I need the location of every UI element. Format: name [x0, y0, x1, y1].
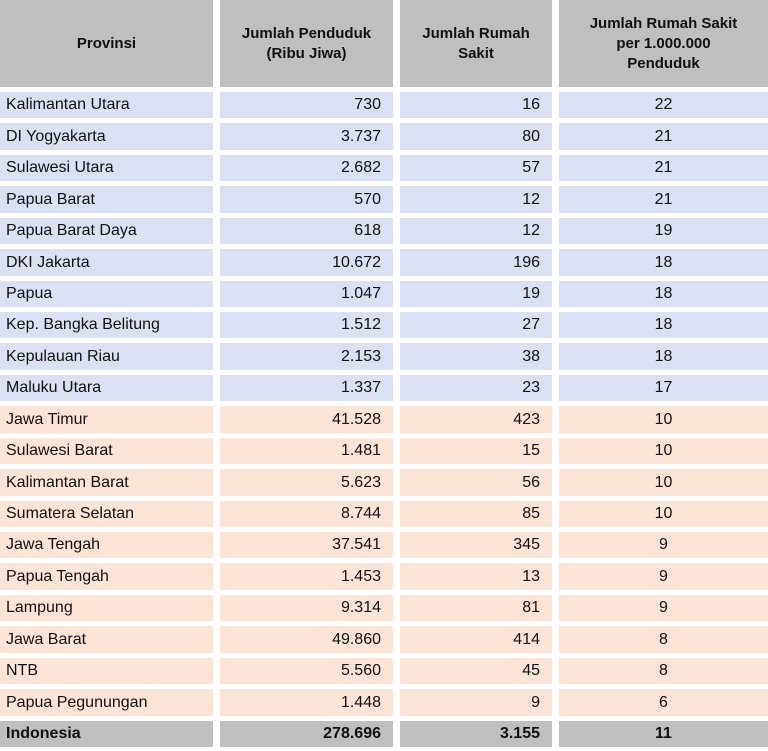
- table-row: [0, 92, 768, 118]
- hospitals-cell: 45: [400, 658, 552, 684]
- population-cell: 570: [220, 186, 393, 212]
- total-per-million-cell: 11: [559, 721, 768, 747]
- hospitals-cell: 38: [400, 343, 552, 369]
- header-line: Jumlah Rumah Sakit: [589, 14, 738, 32]
- province-cell: Jawa Timur: [0, 406, 213, 432]
- table-row: [0, 595, 768, 621]
- population-cell: 2.153: [220, 343, 393, 369]
- population-cell: 1.047: [220, 281, 393, 307]
- province-cell: DKI Jakarta: [0, 249, 213, 275]
- per-million-cell: 8: [559, 658, 768, 684]
- header-line: per 1.000.000: [616, 34, 711, 52]
- per-million-cell: 21: [559, 123, 768, 149]
- table-row: [0, 563, 768, 589]
- header-line: Penduduk: [627, 54, 700, 72]
- per-million-cell: 8: [559, 626, 768, 652]
- province-cell: Sulawesi Barat: [0, 438, 213, 464]
- per-million-cell: 9: [559, 532, 768, 558]
- population-cell: 5.623: [220, 469, 393, 495]
- hospitals-cell: 196: [400, 249, 552, 275]
- table-row: [0, 532, 768, 558]
- header-line: (Ribu Jiwa): [266, 44, 347, 62]
- table-row: [0, 626, 768, 652]
- table-row: [0, 501, 768, 527]
- per-million-cell: 6: [559, 689, 768, 715]
- table-row: [0, 438, 768, 464]
- per-million-cell: 9: [559, 595, 768, 621]
- hospitals-cell: 12: [400, 218, 552, 244]
- per-million-cell: 22: [559, 92, 768, 118]
- table-row: [0, 658, 768, 684]
- population-cell: 1.337: [220, 375, 393, 401]
- per-million-cell: 18: [559, 249, 768, 275]
- table-row: [0, 249, 768, 275]
- province-cell: Maluku Utara: [0, 375, 213, 401]
- column-header-per-million: [559, 0, 768, 87]
- table-row: [0, 312, 768, 338]
- population-cell: 41.528: [220, 406, 393, 432]
- population-cell: 1.512: [220, 312, 393, 338]
- population-cell: 2.682: [220, 155, 393, 181]
- population-cell: 618: [220, 218, 393, 244]
- total-hospitals-cell: 3.155: [400, 721, 552, 747]
- hospitals-cell: 345: [400, 532, 552, 558]
- hospitals-cell: 12: [400, 186, 552, 212]
- per-million-cell: 10: [559, 501, 768, 527]
- province-cell: Papua Barat: [0, 186, 213, 212]
- population-cell: 37.541: [220, 532, 393, 558]
- hospitals-cell: 9: [400, 689, 552, 715]
- province-cell: Papua Tengah: [0, 563, 213, 589]
- hospitals-cell: 13: [400, 563, 552, 589]
- per-million-cell: 18: [559, 343, 768, 369]
- table-row: [0, 469, 768, 495]
- table-row: [0, 123, 768, 149]
- population-cell: 730: [220, 92, 393, 118]
- province-cell: Papua Barat Daya: [0, 218, 213, 244]
- hospitals-cell: 80: [400, 123, 552, 149]
- per-million-cell: 21: [559, 186, 768, 212]
- column-header-jumlah-rumah-sakit: [400, 0, 552, 87]
- population-cell: 49.860: [220, 626, 393, 652]
- population-cell: 9.314: [220, 595, 393, 621]
- per-million-cell: 17: [559, 375, 768, 401]
- province-cell: Lampung: [0, 595, 213, 621]
- table-row: [0, 186, 768, 212]
- per-million-cell: 18: [559, 312, 768, 338]
- population-cell: 10.672: [220, 249, 393, 275]
- hospitals-cell: 56: [400, 469, 552, 495]
- table-header-row: [0, 0, 768, 87]
- table-row: [0, 218, 768, 244]
- per-million-cell: 18: [559, 281, 768, 307]
- population-cell: 5.560: [220, 658, 393, 684]
- hospitals-cell: 423: [400, 406, 552, 432]
- hospitals-cell: 19: [400, 281, 552, 307]
- column-header-provinsi: [0, 0, 213, 87]
- population-cell: 1.448: [220, 689, 393, 715]
- per-million-cell: 9: [559, 563, 768, 589]
- province-cell: Jawa Tengah: [0, 532, 213, 558]
- population-cell: 1.481: [220, 438, 393, 464]
- per-million-cell: 10: [559, 406, 768, 432]
- hospitals-cell: 81: [400, 595, 552, 621]
- per-million-cell: 10: [559, 469, 768, 495]
- province-cell: Papua: [0, 281, 213, 307]
- per-million-cell: 19: [559, 218, 768, 244]
- table-row: [0, 343, 768, 369]
- hospitals-cell: 57: [400, 155, 552, 181]
- total-population-cell: 278.696: [220, 721, 393, 747]
- province-cell: Sumatera Selatan: [0, 501, 213, 527]
- table-row: [0, 689, 768, 715]
- header-line: Provinsi: [76, 34, 137, 52]
- hospitals-cell: 85: [400, 501, 552, 527]
- province-cell: Jawa Barat: [0, 626, 213, 652]
- table-total-row: [0, 721, 768, 747]
- table-row: [0, 375, 768, 401]
- hospitals-cell: 23: [400, 375, 552, 401]
- province-cell: Kalimantan Barat: [0, 469, 213, 495]
- per-million-cell: 10: [559, 438, 768, 464]
- population-cell: 1.453: [220, 563, 393, 589]
- province-cell: DI Yogyakarta: [0, 123, 213, 149]
- hospitals-cell: 27: [400, 312, 552, 338]
- province-cell: Papua Pegunungan: [0, 689, 213, 715]
- province-cell: Kalimantan Utara: [0, 92, 213, 118]
- table-row: [0, 155, 768, 181]
- province-cell: Kepulauan Riau: [0, 343, 213, 369]
- table-row: [0, 406, 768, 432]
- province-cell: Kep. Bangka Belitung: [0, 312, 213, 338]
- header-line: Jumlah Rumah: [422, 24, 530, 42]
- hospitals-cell: 16: [400, 92, 552, 118]
- population-cell: 8.744: [220, 501, 393, 527]
- hospitals-cell: 15: [400, 438, 552, 464]
- hospitals-cell: 414: [400, 626, 552, 652]
- total-province-cell: Indonesia: [0, 721, 213, 747]
- per-million-cell: 21: [559, 155, 768, 181]
- table-row: [0, 281, 768, 307]
- province-cell: NTB: [0, 658, 213, 684]
- province-cell: Sulawesi Utara: [0, 155, 213, 181]
- population-cell: 3.737: [220, 123, 393, 149]
- header-line: Jumlah Penduduk: [241, 24, 372, 42]
- column-header-jumlah-penduduk: [220, 0, 393, 87]
- header-line: Sakit: [458, 44, 494, 62]
